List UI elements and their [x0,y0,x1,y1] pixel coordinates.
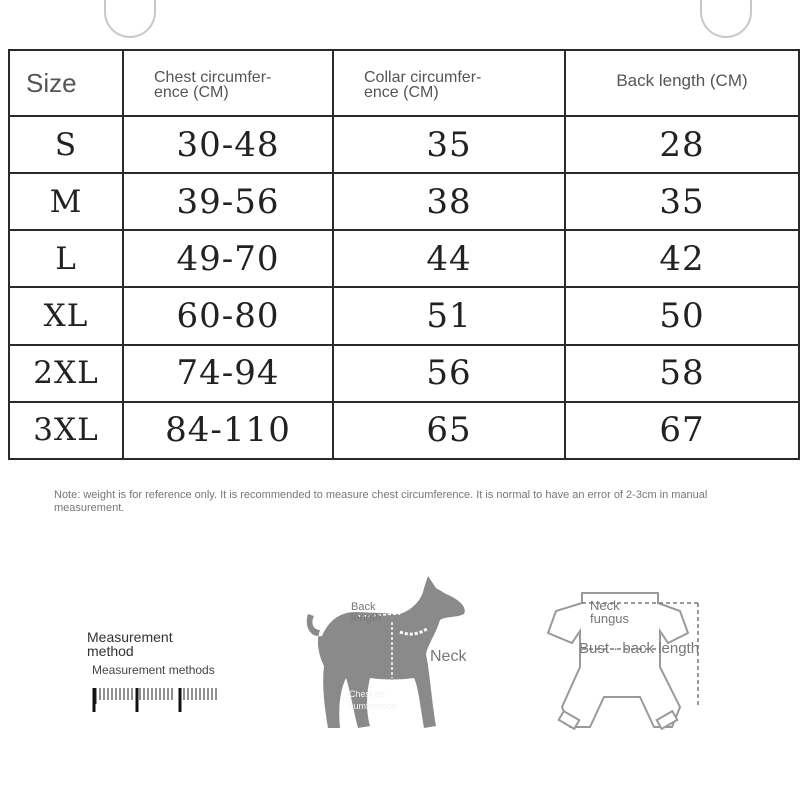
cell-collar: 38 [333,173,565,230]
cell-back: 67 [565,402,799,459]
cell-size: M [9,173,123,230]
dog-back-line1: Back [351,601,376,613]
table-row [9,287,799,344]
cell-back: 50 [565,287,799,344]
measurement-method-line1: Measurement [87,629,173,645]
cell-collar: 56 [333,345,565,402]
cell-chest: 49-70 [123,230,333,287]
dog-back-length-label [351,602,381,624]
cell-back: 28 [565,116,799,173]
size-chart-table [8,49,800,460]
dog-back-line2: length [351,612,381,624]
cell-collar: 44 [333,230,565,287]
outfit-bust-back-label: Bust · back length [579,640,700,657]
header-back-length: Back length (CM) [565,50,799,116]
header-collar [333,50,565,116]
dog-chest-label [349,688,396,712]
outfit-neck-line2: fungus [590,611,630,626]
header-chest-line2: ence (CM) [154,84,229,101]
measurement-note: Note: weight is for reference only. It is recommended to measure chest circumference. It is normal to have an error of 2-3cm in manual measurement. [54,489,708,514]
cell-size: XL [9,287,123,344]
hanger-right-decoration [700,0,752,38]
cell-collar: 35 [333,116,565,173]
table-row [9,345,799,402]
header-chest-line1: Chest circumfer- [154,69,272,86]
table-row [9,402,799,459]
cell-collar: 65 [333,402,565,459]
cell-chest: 30-48 [123,116,333,173]
tape-measure-icon [90,684,222,714]
measurement-methods-sublabel: Measurement methods [92,663,215,677]
header-collar-line1: Collar circumfer- [364,69,482,86]
cell-chest: 74-94 [123,345,333,402]
header-size: Size [9,50,123,116]
cell-collar: 51 [333,287,565,344]
cell-size: 3XL [9,402,123,459]
header-collar-line2: ence (CM) [364,84,439,101]
header-chest [123,50,333,116]
table-row [9,116,799,173]
dog-neck-label: Neck [430,648,467,665]
dog-chest-line2: cumference [349,701,397,711]
measurement-method-label [87,630,173,658]
cell-back: 58 [565,345,799,402]
cell-chest: 60-80 [123,287,333,344]
cell-back: 42 [565,230,799,287]
table-header-row [9,50,799,116]
table-row [9,230,799,287]
table-row [9,173,799,230]
outfit-neck-label [590,599,629,625]
hanger-left-decoration [104,0,156,38]
cell-chest: 39-56 [123,173,333,230]
cell-size: 2XL [9,345,123,402]
measurement-method-line2: method [87,643,134,659]
outfit-neck-line1: Neck [590,598,620,613]
cell-chest: 84-110 [123,402,333,459]
cell-size: S [9,116,123,173]
cell-size: L [9,230,123,287]
cell-back: 35 [565,173,799,230]
dog-chest-line1: Chest cir- [349,689,388,699]
